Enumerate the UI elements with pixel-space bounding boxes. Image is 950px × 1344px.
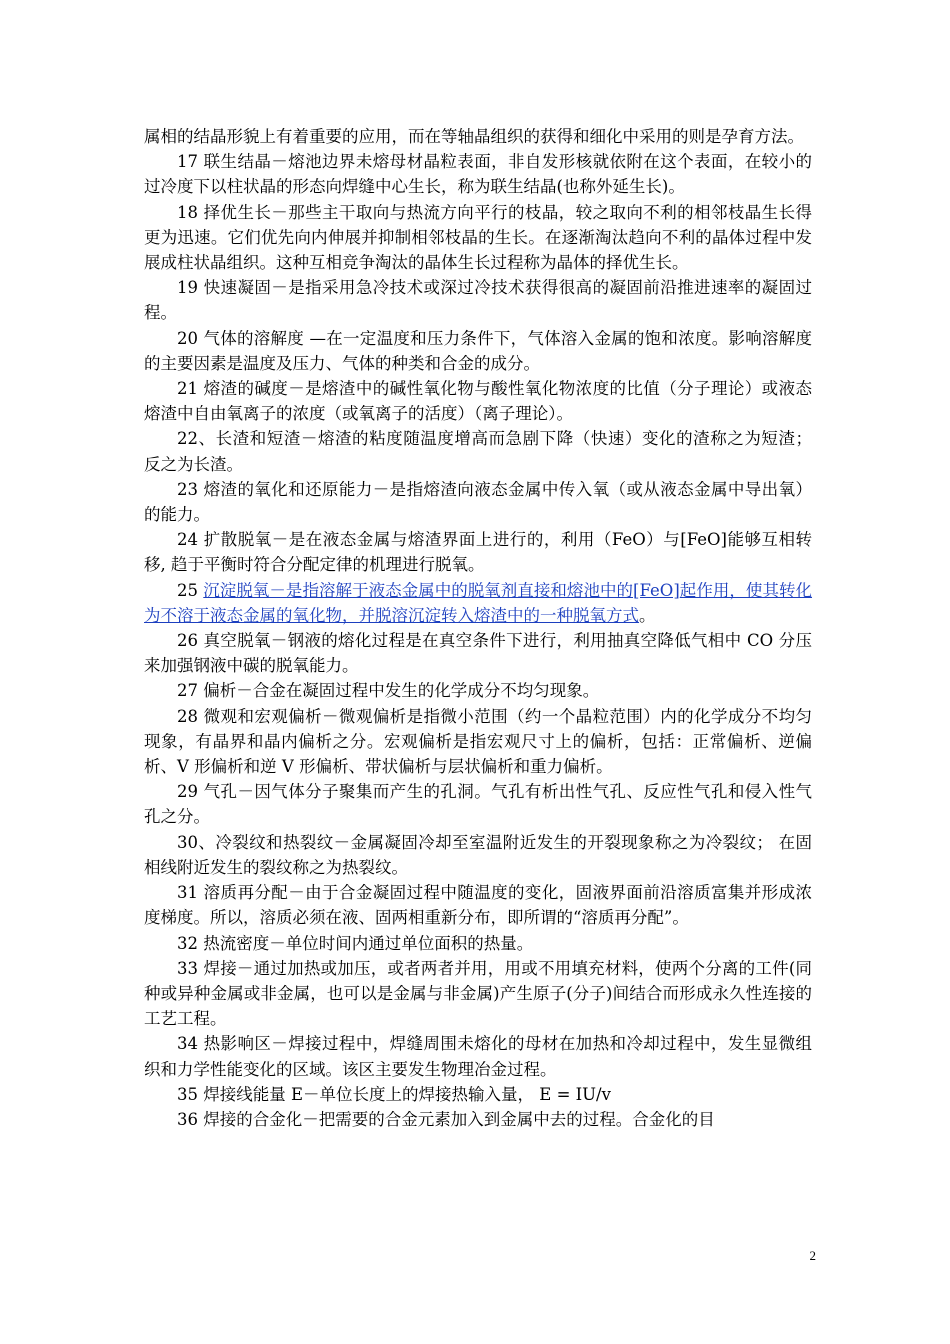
paragraph-continuation: 属相的结晶形貌上有着重要的应用，而在等轴晶组织的获得和细化中采用的则是孕育方法。	[144, 127, 804, 146]
paragraph-28: 28 微观和宏观偏析－微观偏析是指微小范围（约一个晶粒范围）内的化学成分不均匀现象，有晶界和晶内偏析之分。宏观偏析是指宏观尺寸上的偏析，包括：正常偏析、逆偏析、V 形偏析和逆 V 形偏析、带状偏析与层状偏析和重力偏析。	[144, 706, 812, 777]
paragraph-33: 33 焊接－通过加热或加压，或者两者并用，用或不用填充材料，使两个分离的工件(同种或异种金属或非金属，也可以是金属与非金属)产生原子(分子)间结合而形成永久性连接的工艺工程。	[144, 958, 812, 1029]
paragraph-18: 18 择优生长－那些主干取向与热流方向平行的枝晶，较之取向不利的相邻枝晶生长得更为迅速。它们优先向内伸展并抑制相邻枝晶的生长。在逐渐淘汰趋向不利的晶体过程中发展成柱状晶组织。这种互相竞争淘汰的晶体生长过程称为晶体的择优生长。	[144, 202, 812, 273]
paragraph-26: 26 真空脱氧－钢液的熔化过程是在真空条件下进行，利用抽真空降低气相中 CO 分压来加强钢液中碳的脱氧能力。	[144, 631, 812, 676]
page-number: 2	[809, 1248, 816, 1263]
paragraph-22: 22、长渣和短渣－熔渣的粘度随温度增高而急剧下降（快速）变化的渣称之为短渣； 反之为长渣。	[144, 429, 812, 474]
paragraph-24: 24 扩散脱氧－是在液态金属与熔渣界面上进行的，利用（FeO）与[FeO]能够互相转移, 趋于平衡时符合分配定律的机理进行脱氧。	[144, 530, 812, 575]
paragraph-17: 17 联生结晶－熔池边界未熔母材晶粒表面，非自发形核就依附在这个表面，在较小的过冷度下以柱状晶的形态向焊缝中心生长，称为联生结晶(也称外延生长)。	[144, 152, 812, 197]
paragraph-19: 19 快速凝固－是指采用急冷技术或深过冷技术获得很高的凝固前沿推进速率的凝固过程。	[144, 278, 812, 323]
paragraph-21: 21 熔渣的碱度－是熔渣中的碱性氧化物与酸性氧化物浓度的比值（分子理论）或液态熔渣中自由氧离子的浓度（或氧离子的活度）（离子理论）。	[144, 379, 812, 424]
hyperlink-deoxidation-method[interactable]: 起作用，使其转化为不溶于液态金属的氧化物，并脱溶沉淀转入熔渣中的一种脱氧方式	[144, 580, 813, 625]
paragraph-29: 29 气孔－因气体分子聚集而产生的孔洞。气孔有析出性气孔、反应性气孔和侵入性气孔之分。	[144, 782, 812, 827]
paragraph-31: 31 溶质再分配－由于合金凝固过程中随温度的变化，固液界面前沿溶质富集并形成浓度梯度。所以，溶质必须在液、固两相重新分布，即所谓的“溶质再分配”。	[144, 883, 812, 928]
paragraph-30: 30、冷裂纹和热裂纹－金属凝固冷却至室温附近发生的开裂现象称之为冷裂纹； 在固相线附近发生的裂纹称之为热裂纹。	[144, 832, 812, 877]
paragraph-25-number: 25	[177, 580, 204, 600]
paragraph-20: 20 气体的溶解度 —在一定温度和压力条件下，气体溶入金属的饱和浓度。影响溶解度的主要因素是温度及压力、气体的种类和合金的成分。	[144, 328, 812, 373]
paragraph-36: 36 焊接的合金化－把需要的合金元素加入到金属中去的过程。合金化的目	[177, 1109, 715, 1129]
document-body	[144, 124, 812, 1132]
paragraph-27: 27 偏析－合金在凝固过程中发生的化学成分不均匀现象。	[177, 681, 600, 701]
paragraph-34: 34 热影响区－焊接过程中，焊缝周围未熔化的母材在加热和冷却过程中，发生显微组织和力学性能变化的区域。该区主要发生物理冶金过程。	[144, 1034, 812, 1079]
paragraph-25-end: 。	[639, 605, 656, 625]
paragraph-23: 23 熔渣的氧化和还原能力－是指熔渣向液态金属中传入氧（或从液态金属中导出氧）的能力。	[144, 479, 812, 525]
paragraph-32: 32 热流密度－单位时间内通过单位面积的热量。	[177, 933, 534, 953]
paragraph-35: 35 焊接线能量 E－单位长度上的焊接热输入量， E = IU/v	[177, 1084, 611, 1104]
hyperlink-precipitation-deoxidation[interactable]: 沉淀脱氧－是指溶解于液态金属中的脱氧剂直接和熔池中的[FeO]	[203, 580, 680, 600]
paragraph-25	[144, 578, 812, 628]
